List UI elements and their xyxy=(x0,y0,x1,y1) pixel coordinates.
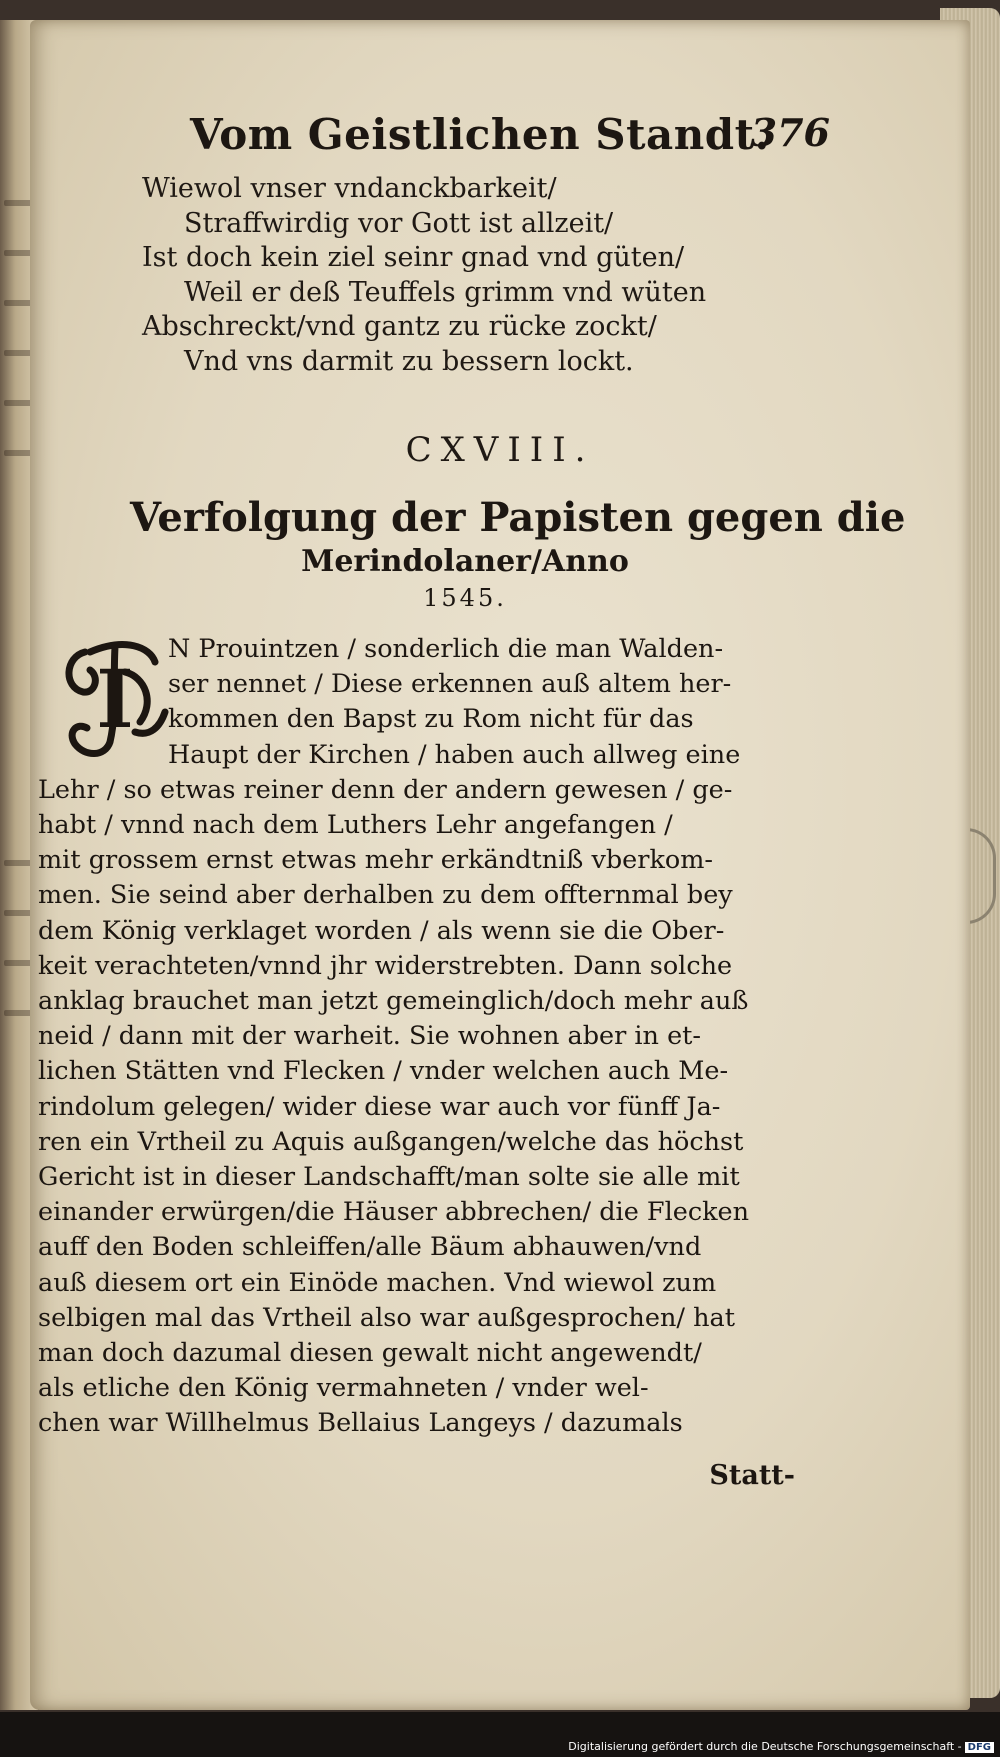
chapter-title xyxy=(130,493,906,615)
credit-text: Digitalisierung gefördert durch die Deutsche Forschungsgemeinschaft - xyxy=(568,1740,962,1753)
chapter-number: CXVIII. xyxy=(405,430,595,470)
text-line: einander erwürgen/die Häuser abbrechen/ die Flecken xyxy=(38,1197,750,1228)
chapter-title-line: Merindolaner/Anno xyxy=(301,544,629,579)
text-line: man doch dazumal diesen gewalt nicht angewendt/ xyxy=(38,1338,702,1369)
text-line: Haupt der Kirchen / haben auch allweg eine xyxy=(168,739,741,770)
body-text xyxy=(38,632,808,1442)
text-line: neid / dann mit der warheit. Sie wohnen aber in et- xyxy=(38,1021,702,1052)
text-line: N Prouintzen / sonderlich die man Walden- xyxy=(168,634,724,664)
text-line: lichen Stätten vnd Flecken / vnder welchen auch Me- xyxy=(38,1056,729,1087)
verse-line: Vnd vns darmit zu bessern lockt. xyxy=(184,345,634,377)
text-line: anklag brauchet man jetzt gemeinglich/doch mehr auß xyxy=(38,986,749,1017)
text-line: ser nennet / Diese erkennen auß altem her- xyxy=(168,669,732,700)
chapter-title-line: Verfolgung der Papisten gegen die xyxy=(130,494,906,541)
verse-line: Weil er deß Teuffels grimm vnd wüten xyxy=(184,276,707,308)
text-line: kommen den Bapst zu Rom nicht für das xyxy=(168,704,694,735)
text-line: auff den Boden schleiffen/alle Bäum abhauwen/vnd xyxy=(38,1232,702,1263)
verse-line: Ist doch kein ziel seinr gnad vnd güten/ xyxy=(142,242,685,273)
verse-line: Straffwirdig vor Gott ist allzeit/ xyxy=(184,207,614,239)
text-line: auß diesem ort ein Einöde machen. Vnd wiewol zum xyxy=(38,1267,717,1298)
dfg-logo: DFG xyxy=(965,1742,994,1753)
digitization-credit xyxy=(568,1740,994,1753)
verse-line: Abschreckt/vnd gantz zu rücke zockt/ xyxy=(142,311,657,342)
verse-block xyxy=(142,172,707,379)
text-line: chen war Willhelmus Bellaius Langeys / dazumals xyxy=(38,1408,683,1439)
initial-letter: I xyxy=(96,652,134,746)
text-line: men. Sie seind aber derhalben zu dem offternmal bey xyxy=(38,880,733,911)
page-header xyxy=(190,110,830,160)
text-line: habt / vnnd nach dem Luthers Lehr angefangen / xyxy=(38,810,673,841)
text-line: rindolum gelegen/ wider diese war auch vor fünff Ja- xyxy=(38,1091,721,1122)
catchword: Statt- xyxy=(709,1460,795,1491)
page-number: 376 xyxy=(750,110,830,155)
text-line: Gericht ist in dieser Landschafft/man solte sie alle mit xyxy=(38,1162,740,1193)
text-line: selbigen mal das Vrtheil also war außgesprochen/ hat xyxy=(38,1302,735,1333)
text-line: Lehr / so etwas reiner denn der andern gewesen / ge- xyxy=(38,774,733,805)
running-head: Vom Geistlichen Standt. xyxy=(190,110,770,159)
bottom-bar xyxy=(0,1712,1000,1757)
text-line: mit grossem ernst etwas mehr erkändtniß vberkom- xyxy=(38,845,714,876)
text-line: als etliche den König vermahneten / vnder wel- xyxy=(38,1373,649,1404)
verse-line: Wiewol vnser vndanckbarkeit/ xyxy=(142,173,557,204)
chapter-year: 1545. xyxy=(423,584,507,612)
text-line: dem König verklaget worden / als wenn sie die Ober- xyxy=(38,915,725,946)
text-line: keit verachteten/vnnd jhr widerstrebten. Dann solche xyxy=(38,950,733,981)
text-line: ren ein Vrtheil zu Aquis außgangen/welche das höchst xyxy=(38,1126,744,1157)
